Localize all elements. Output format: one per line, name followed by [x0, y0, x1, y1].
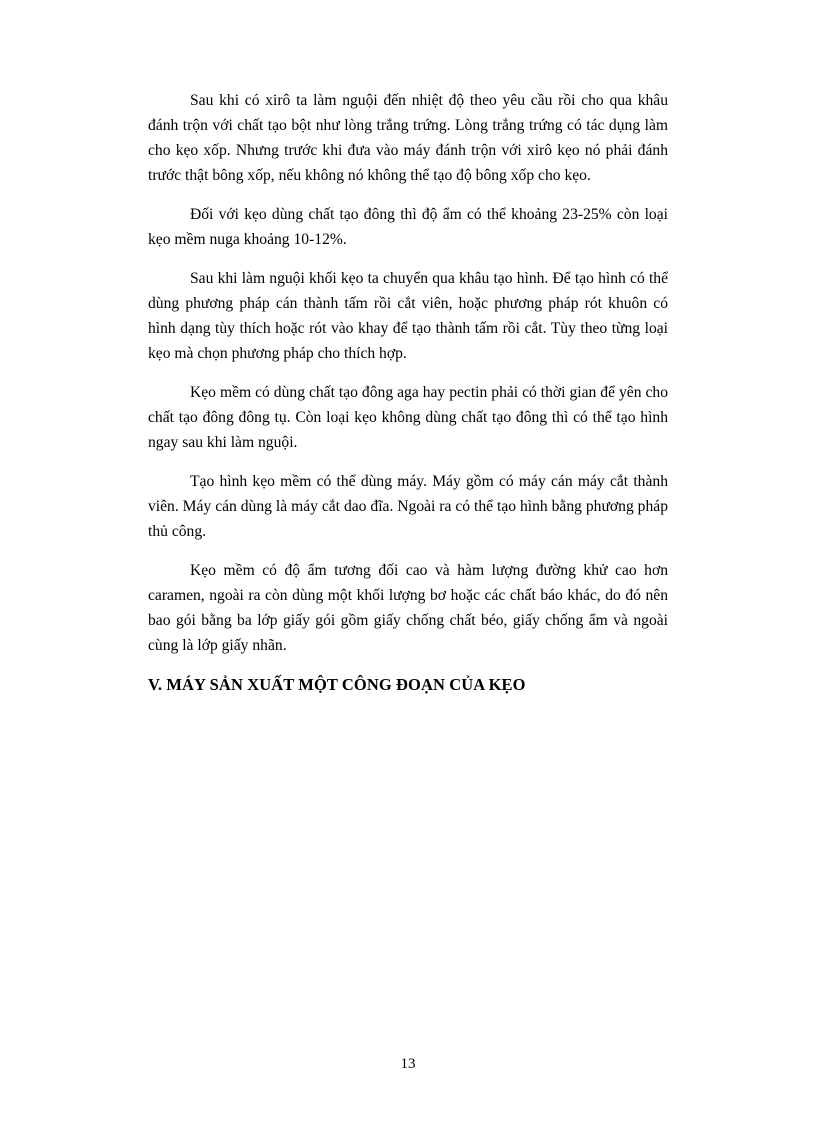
page-number: 13	[400, 1056, 416, 1072]
paragraph-moisture: Đối với kẹo dùng chất tạo đông thì độ ẩm có thể khoảng 23-25% còn loại kẹo mềm nuga khoảng 10-12%.	[148, 206, 668, 248]
document-body	[148, 88, 668, 697]
paragraph-packaging: Kẹo mềm có độ ẩm tương đối cao và hàm lượng đường khử cao hơn caramen, ngoài ra còn dùng một khối lượng bơ hoặc các chất báo khác, do đó nên bao gói bằng ba lớp giấy gói gồm giấy chống chất béo, giấy chống ẩm và ngoài cùng là lớp giấy nhãn.	[148, 562, 668, 654]
section-heading: V. MÁY SẢN XUẤT MỘT CÔNG ĐOẠN CỦA KẸO	[148, 675, 526, 694]
paragraph-whipping: Sau khi có xirô ta làm nguội đến nhiệt độ theo yêu cầu rồi cho qua khâu đánh trộn với chất tạo bột như lòng trắng trứng. Lòng trắng trứng có tác dụng làm cho kẹo xốp. Nhưng trước khi đưa vào máy đánh trộn với xirô kẹo nó phải đánh trước thật bông xốp, nếu không nó không thể tạo độ bông xốp cho kẹo.	[148, 92, 668, 184]
paragraph-shaping: Sau khi làm nguội khối kẹo ta chuyển qua khâu tạo hình. Để tạo hình có thể dùng phương pháp cán thành tấm rồi cắt viên, hoặc phương pháp rót khuôn có hình dạng tùy thích hoặc rót vào khay để tạo thành tấm rồi cắt. Tùy theo từng loại kẹo mà chọn phương pháp cho thích hợp.	[148, 270, 668, 362]
paragraph-machine-shaping: Tạo hình kẹo mềm có thể dùng máy. Máy gồm có máy cán máy cắt thành viên. Máy cán dùng là máy cắt dao đĩa. Ngoài ra có thể tạo hình bằng phương pháp thủ công.	[148, 473, 668, 540]
paragraph-gelling: Kẹo mềm có dùng chất tạo đông aga hay pectin phải có thời gian để yên cho chất tạo đông đông tụ. Còn loại kẹo không dùng chất tạo đông thì có thể tạo hình ngay sau khi làm nguội.	[148, 384, 668, 451]
